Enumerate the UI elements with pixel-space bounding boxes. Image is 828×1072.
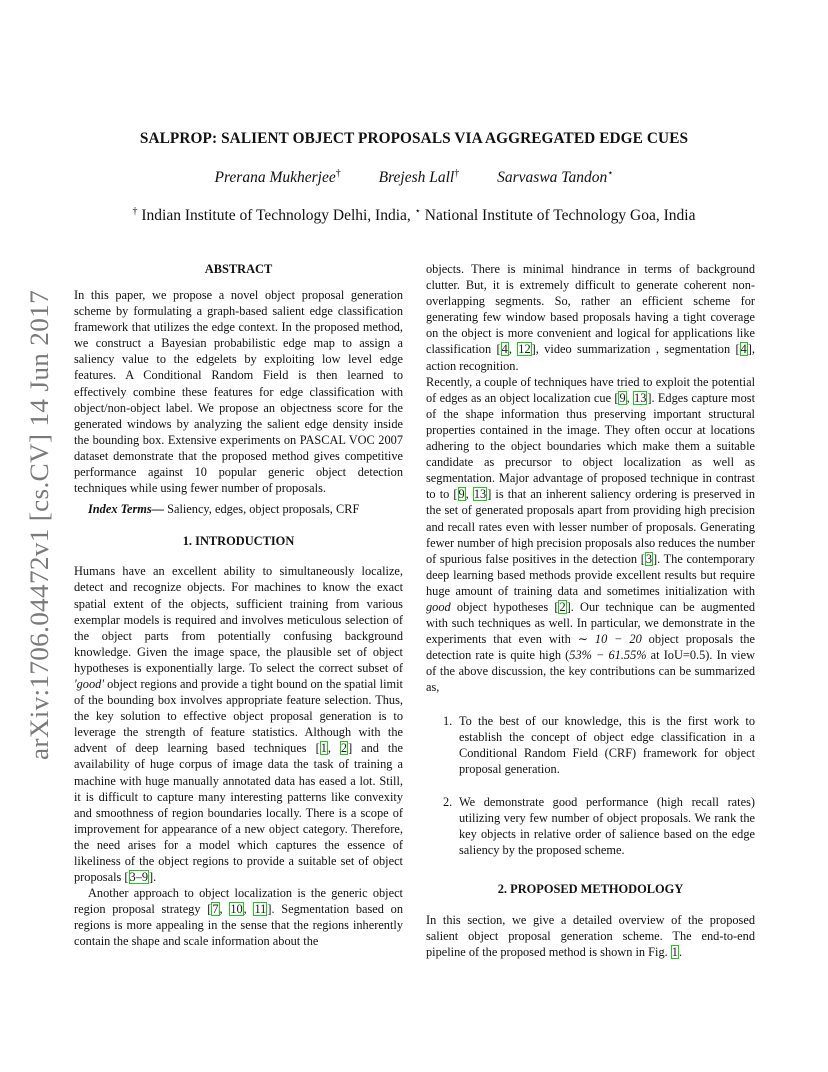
left-column	[74, 261, 403, 950]
intro-paragraph-1: Humans have an excellent ability to simultaneously localize, detect and recognize objects. For machines to know the exact spatial extent of the objects, sufficient training from various exemplar models is required and involves meticulous selection of the object parts from potentially confusing background knowledge. Given the image space, the plausible set of object hypotheses is exponentially large. To select the correct subset of 'good' object regions and provide a tight bound on the spatial limit of the bounding box involves appropriate feature selection. Thus, the key solution to effective object proposal generation is to leverage the strength of feature statistics. Although with the advent of deep learning based techniques [1, 2] and the availability of huge corpus of image data the task of training a machine with huge manually annotated data has eased a lot. Still, it is difficult to capture many interesting patterns like convexity and smoothness of region boundaries locally. There is a scope of improvement for appearance of a new object category. Therefore, the need arises for a model which captures the essence of likeliness of the object regions to provide a suitable set of object proposals [3–9].	[74, 564, 404, 885]
arxiv-stamp	[18, 290, 58, 760]
author-3: Sarvaswa Tandon⋆	[497, 168, 614, 187]
contribution-list	[426, 713, 755, 859]
intro-paragraph-2-continued: objects. There is minimal hindrance in terms of background clutter. But, it is extremely difficult to generate coherent non-overlapping segments. So, rather an efficient scheme for generating few window based proposals having a tight coverage on the object is more convenient and logical for applications like classification [4, 12], video summarization , segmentation [4], action recognition.	[426, 262, 755, 373]
citation-link[interactable]: 4	[740, 342, 747, 357]
math-range: ∼ 10 − 20	[577, 632, 642, 647]
intro-paragraph-2: Another approach to object localization is the generic object region proposal strategy [7, 10, 11]. Segmentation based on regions is more appealing in the sense that the regions inherently contain the shape and scale information about the	[74, 886, 403, 949]
citation-link[interactable]: 10	[230, 902, 243, 917]
list-item: 1. To the best of our knowledge, this is the first work to establish the concept of object edge classification in a Conditional Random Field (CRF) framework for object proposal generation.	[443, 713, 755, 776]
figure-link[interactable]: 1	[671, 945, 678, 960]
citation-link[interactable]: 9	[458, 487, 465, 502]
citation-link[interactable]: 12	[518, 342, 531, 357]
method-heading: 2. PROPOSED METHODOLOGY	[497, 882, 684, 897]
citation-link[interactable]: 2	[559, 599, 566, 614]
abstract-text: In this paper, we propose a novel object proposal generation scheme by formulating a graph-based salient edge classification framework that utilizes the edge context. In the proposed method, we construct a Bayesian probabilistic edge map to assign a saliency value to the edgelets by exploiting low level edge features. A Conditional Random Field is then learned to effectively combine these features for edge classification with object/non-object label. We propose an objectness score for the generated windows by analyzing the salient edge density inside the bounding box. Extensive experiments on PASCAL VOC 2007 dataset demonstrate that the proposed method gives competitive performance against 10 popular generic object detection techniques while using fewer number of proposals.	[74, 288, 403, 496]
index-terms: Index Terms— Saliency, edges, object proposals, CRF	[88, 502, 360, 517]
abstract-heading: ABSTRACT	[204, 262, 273, 276]
citation-link[interactable]: 4	[501, 342, 508, 357]
citation-link[interactable]: 3–9	[129, 870, 149, 885]
arxiv-stamp-text: arXiv:1706.04472v1 [cs.CV] 14 Jun 2017	[25, 310, 54, 760]
method-paragraph-1: In this section, we give a detailed overview of the proposed salient object proposal generation scheme. The end-to-end pipeline of the proposed method is shown in Fig. 1.	[426, 913, 755, 960]
author-1: Prerana Mukherjee†	[214, 168, 341, 187]
citation-link[interactable]: 13	[473, 487, 487, 502]
citation-link[interactable]: 1	[320, 741, 327, 756]
citation-link[interactable]: 3	[645, 551, 652, 566]
intro-heading: 1. INTRODUCTION	[182, 534, 295, 549]
author-list	[74, 168, 754, 187]
math-percent: 53% − 61.55%	[569, 648, 647, 663]
citation-link[interactable]: 7	[212, 902, 219, 917]
citation-link[interactable]: 9	[619, 390, 626, 405]
list-item: 2. We demonstrate good performance (high recall rates) utilizing very few number of object proposals. We rank the key objects in relative order of salience based on the edge saliency by the proposed scheme.	[443, 794, 755, 858]
paper-title: SALPROP: SALIENT OBJECT PROPOSALS VIA AGGREGATED EDGE CUES	[139, 130, 689, 147]
citation-link[interactable]: 11	[254, 902, 267, 917]
affiliations: † Indian Institute of Technology Delhi, India, ⋆ National Institute of Technology Goa, India	[132, 206, 696, 225]
intro-paragraph-3: Recently, a couple of techniques have tried to exploit the potential of edges as an object localization cue [9, 13]. Edges capture most of the shape information thus preserving important structural properties contained in the image. They often occur at locations adhering to the object boundaries which make them a suitable candidate as precursor to object localization as well as segmentation. Major advantage of proposed technique in contrast to to [9, 13] is that an inherent saliency ordering is preserved in the set of generated proposals apart from providing high precision and recall rates even with lesser number of proposals. Generating fewer number of high precision proposals also reduces the number of spurious false positives in the detection [3]. The contemporary deep learning based methods provide excellent results but require huge amount of training data and sometimes initialization with good object hypotheses [2]. Our technique can be augmented with such techniques as well. In particular, we demonstrate in the experiments that even with ∼ 10 − 20 object proposals the detection rate is quite high (53% − 61.55% at IoU=0.5). In view of the above discussion, the key contributions can be summarized as,	[426, 374, 756, 695]
citation-link[interactable]: 2	[340, 741, 348, 756]
right-column	[426, 261, 755, 961]
author-2: Brejesh Lall†	[378, 168, 460, 187]
citation-link[interactable]: 13	[634, 390, 647, 405]
